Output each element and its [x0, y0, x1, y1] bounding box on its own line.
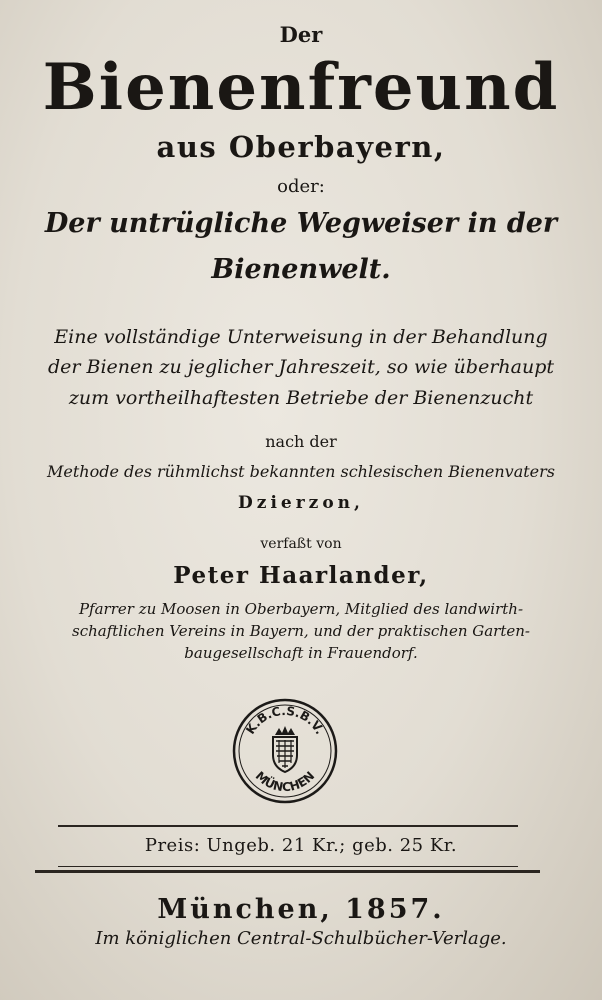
- affiliation-line-1: Pfarrer zu Moosen in Oberbayern, Mitglied des landwirth-: [78, 600, 524, 618]
- author-name: Peter Haarlander,: [173, 562, 429, 589]
- price-rule-bottom-thin: [58, 866, 518, 867]
- method-line: Methode des rühmlichst bekannten schlesischen Bienenvaters: [46, 462, 555, 481]
- stamp-top-text: K.B.C.S.B.V.: [243, 703, 327, 737]
- author-intro: verfaßt von: [260, 536, 342, 552]
- description-line-2: der Bienen zu jeglicher Jahreszeit, so wie überhaupt: [47, 356, 555, 378]
- price-rule-bottom-thick: [35, 870, 540, 873]
- description-line-3: zum vortheilhaftesten Betriebe der Bienenzucht: [68, 387, 534, 409]
- price-rule-top: [58, 825, 518, 827]
- publisher: Im königlichen Central-Schulbücher-Verlage.: [95, 928, 507, 949]
- title-origin: aus Oberbayern,: [156, 130, 446, 164]
- affiliation-line-3: baugesellschaft in Frauendorf.: [184, 644, 418, 662]
- affiliation-line-2: schaftlichen Vereins in Bayern, und der praktischen Garten-: [72, 622, 530, 640]
- title-article: Der: [279, 22, 323, 47]
- method-intro: nach der: [265, 432, 337, 451]
- library-stamp-icon: [231, 697, 339, 805]
- subtitle-line-1: Der untrügliche Wegweiser in der: [44, 208, 558, 239]
- main-title: Bienenfreund: [42, 50, 560, 125]
- title-conjunction: oder:: [277, 176, 325, 197]
- stamp-bottom-text: MÜNCHEN: [252, 768, 318, 795]
- method-name: Dzierzon,: [238, 493, 364, 513]
- crest-icon: [273, 726, 297, 772]
- price-line: Preis: Ungeb. 21 Kr.; geb. 25 Kr.: [144, 835, 458, 856]
- description-line-1: Eine vollständige Unterweisung in der Behandlung: [54, 326, 548, 348]
- place-and-date: München, 1857.: [157, 894, 445, 925]
- subtitle-line-2: Bienenwelt.: [211, 254, 391, 285]
